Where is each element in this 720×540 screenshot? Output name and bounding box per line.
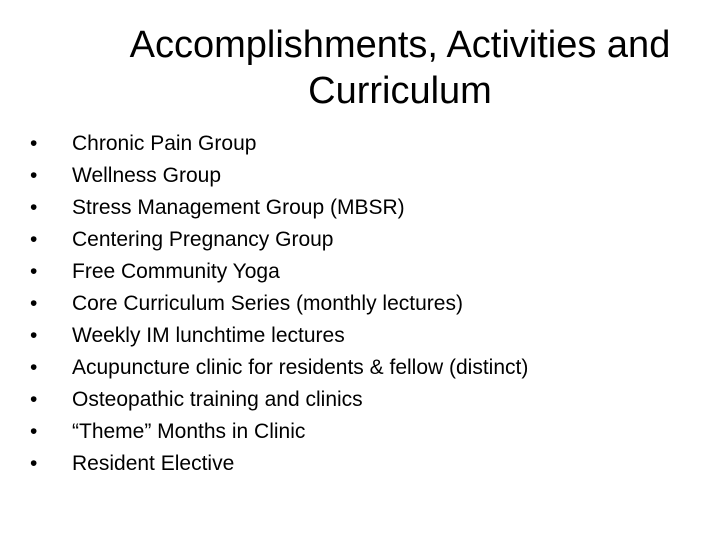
bullet-text: “Theme” Months in Clinic <box>72 420 306 443</box>
bullet-icon: • <box>30 164 38 187</box>
bullet-icon: • <box>30 356 38 379</box>
bullet-icon: • <box>30 228 38 251</box>
bullet-text: Weekly IM lunchtime lectures <box>72 324 345 347</box>
bullet-icon: • <box>30 196 38 219</box>
bullet-text: Stress Management Group (MBSR) <box>72 196 405 219</box>
bullet-icon: • <box>30 132 38 155</box>
slide-title <box>40 22 720 114</box>
bullet-text: Osteopathic training and clinics <box>72 388 363 411</box>
slide-title-line-2: Curriculum <box>308 70 492 112</box>
bullet-text: Free Community Yoga <box>72 260 280 283</box>
bullet-icon: • <box>30 324 38 347</box>
bullet-icon: • <box>30 388 38 411</box>
bullet-icon: • <box>30 452 38 475</box>
bullet-text: Acupuncture clinic for residents & fellow (distinct) <box>72 356 529 379</box>
bullet-icon: • <box>30 420 38 443</box>
slide-title-line-1: Accomplishments, Activities and <box>129 24 671 66</box>
bullet-text: Core Curriculum Series (monthly lectures) <box>72 292 463 315</box>
bullet-text: Wellness Group <box>72 164 222 187</box>
bullet-icon: • <box>30 260 38 283</box>
bullet-text: Resident Elective <box>72 452 235 475</box>
bullet-text: Centering Pregnancy Group <box>72 228 334 251</box>
bullet-text: Chronic Pain Group <box>72 132 257 155</box>
bullet-icon: • <box>30 292 38 315</box>
